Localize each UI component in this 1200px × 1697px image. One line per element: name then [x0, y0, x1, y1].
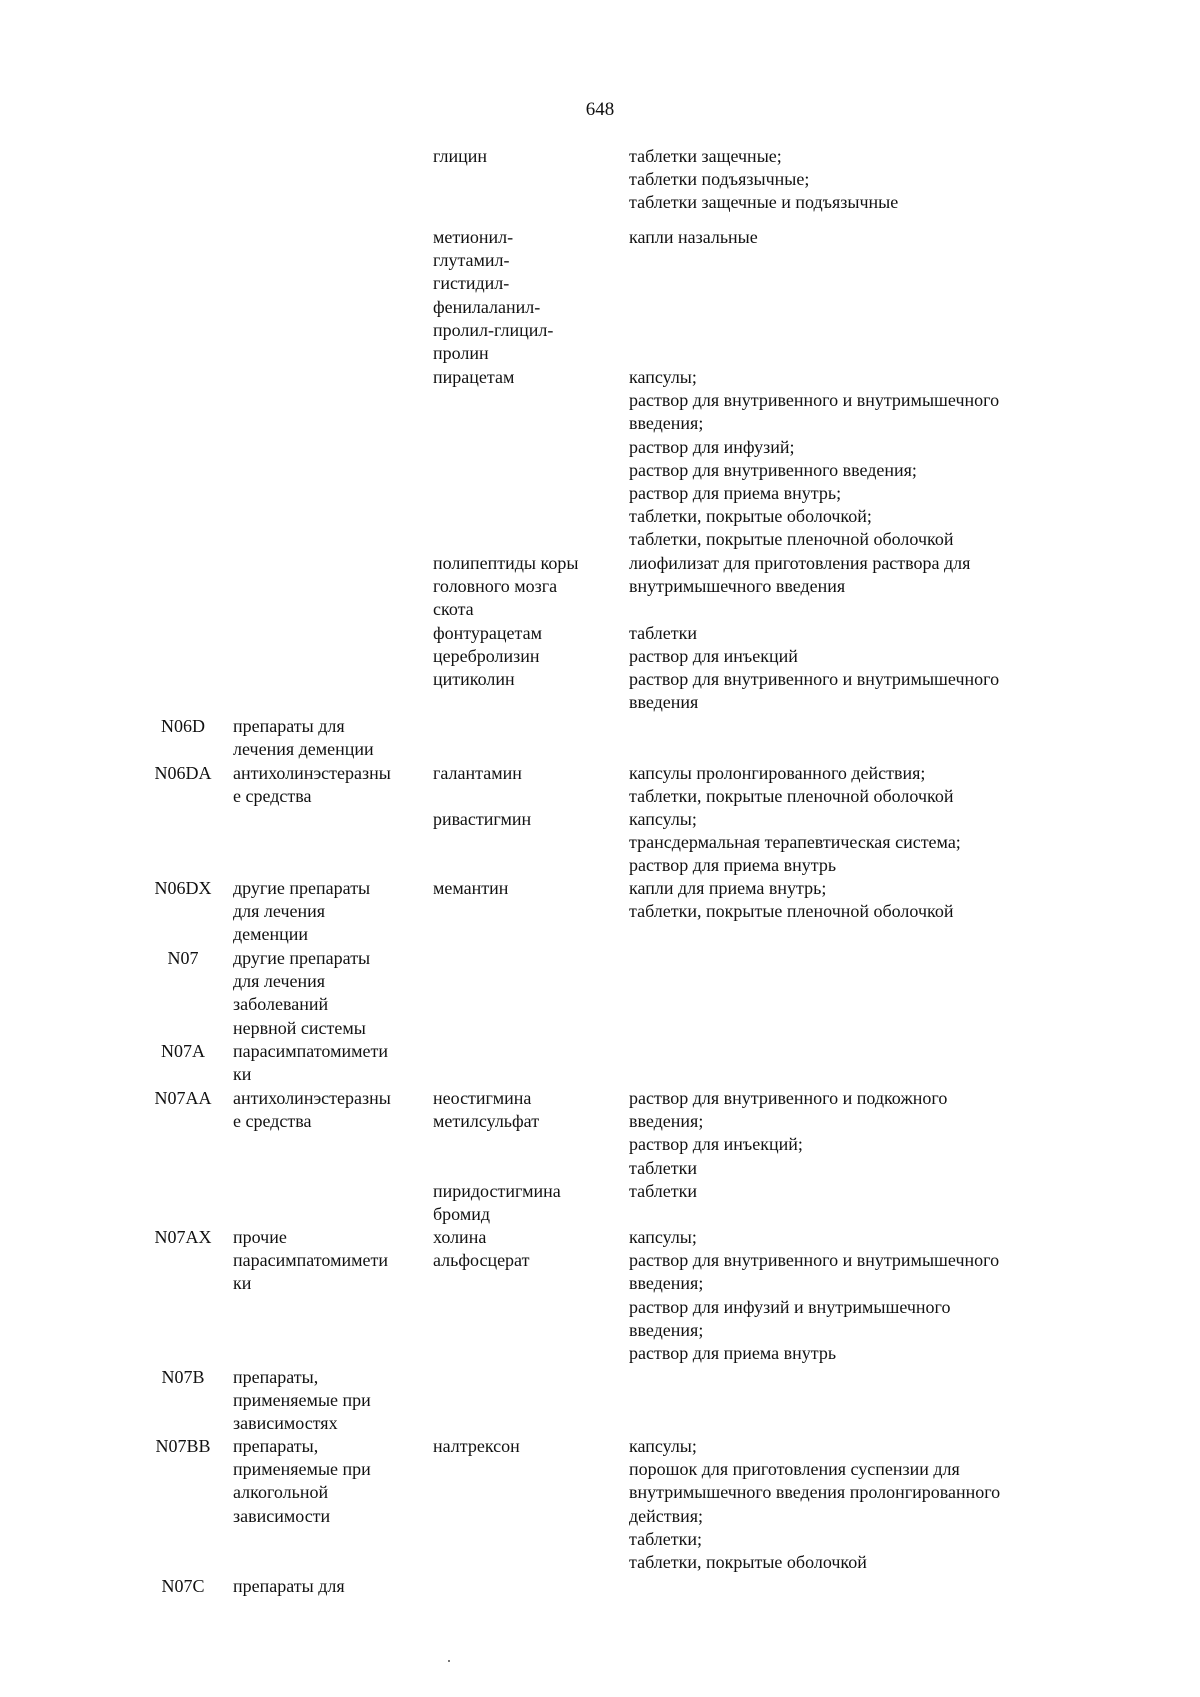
dosage-forms: капсулы; трансдермальная терапевтическая система; раствор для приема внутрь: [629, 809, 961, 876]
drug-name: холина альфосцерат: [433, 1227, 530, 1271]
dosage-forms: таблетки: [629, 623, 698, 643]
atc-code: N07A: [161, 1041, 205, 1061]
group-description: парасимпатомимети ки: [233, 1041, 388, 1085]
atc-code: N07B: [161, 1367, 205, 1387]
drug-name: неостигмина метилсульфат: [433, 1088, 540, 1132]
drug-name: полипептиды коры головного мозга скота: [433, 553, 579, 620]
dosage-forms: капсулы; порошок для приготовления суспензии для внутримышечного введения пролонгированного действия; таблетки; таблетки, покрытые оболочкой: [629, 1436, 1001, 1573]
group-description: прочие парасимпатомимети ки: [233, 1227, 388, 1294]
group-description: антихолинэстеразны е средства: [233, 763, 391, 807]
dosage-forms: лиофилизат для приготовления раствора для внутримышечного введения: [629, 553, 971, 597]
drug-name: церебролизин: [433, 646, 540, 666]
dosage-forms: раствор для внутривенного и подкожного введения; раствор для инъекций; таблетки: [629, 1088, 948, 1178]
page-number: 648: [585, 99, 615, 120]
dosage-forms: капсулы; раствор для внутривенного и внутримышечного введения; раствор для инфузий; раствор для внутривенного введения; раствор для приема внутрь; таблетки, покрытые оболочкой; таблетки, покрытые пленочной оболочкой: [629, 367, 1000, 550]
drug-name: мемантин: [433, 878, 509, 898]
atc-code: N06DX: [154, 878, 212, 898]
atc-code: N06D: [161, 716, 205, 736]
drug-name: галантамин: [433, 763, 522, 783]
drug-name: пиридостигмина бромид: [433, 1181, 561, 1225]
dosage-forms: капсулы; раствор для внутривенного и внутримышечного введения; раствор для инфузий и внутримышечного введения; раствор для приема внутрь: [629, 1227, 1000, 1364]
drug-name: глицин: [433, 146, 487, 166]
drug-name: метионил- глутамил- гистидил- фенилаланил- пролил-глицил- пролин: [433, 227, 554, 364]
dosage-forms: капли для приема внутрь; таблетки, покрытые пленочной оболочкой: [629, 878, 954, 922]
dosage-forms: раствор для внутривенного и внутримышечного введения: [629, 669, 1000, 713]
dosage-forms: таблетки: [629, 1181, 698, 1201]
drug-name: пирацетам: [433, 367, 515, 387]
group-description: другие препараты для лечения заболеваний нервной системы: [233, 948, 371, 1038]
group-description: препараты для лечения деменции: [233, 716, 374, 760]
drug-name: цитиколин: [433, 669, 515, 689]
dosage-forms: раствор для инъекций: [629, 646, 798, 666]
dosage-forms: капли назальные: [629, 227, 758, 247]
drug-name: фонтурацетам: [433, 623, 543, 643]
atc-code: N07AX: [154, 1227, 212, 1247]
atc-code: N07C: [161, 1576, 205, 1596]
group-description: препараты для: [233, 1576, 345, 1596]
group-description: другие препараты для лечения деменции: [233, 878, 371, 945]
dosage-forms: капсулы пролонгированного действия; таблетки, покрытые пленочной оболочкой: [629, 763, 954, 807]
atc-code: N07: [167, 948, 199, 968]
atc-code: N07BB: [155, 1436, 211, 1456]
group-description: препараты, применяемые при алкогольной зависимости: [233, 1436, 371, 1526]
atc-code: N06DA: [154, 763, 212, 783]
scan-dot: [448, 1660, 450, 1662]
dosage-forms: таблетки защечные; таблетки подъязычные; таблетки защечные и подъязычные: [629, 146, 899, 213]
drug-name: налтрексон: [433, 1436, 520, 1456]
atc-code: N07AA: [154, 1088, 212, 1108]
group-description: препараты, применяемые при зависимостях: [233, 1367, 371, 1434]
drug-name: ривастигмин: [433, 809, 532, 829]
group-description: антихолинэстеразны е средства: [233, 1088, 391, 1132]
